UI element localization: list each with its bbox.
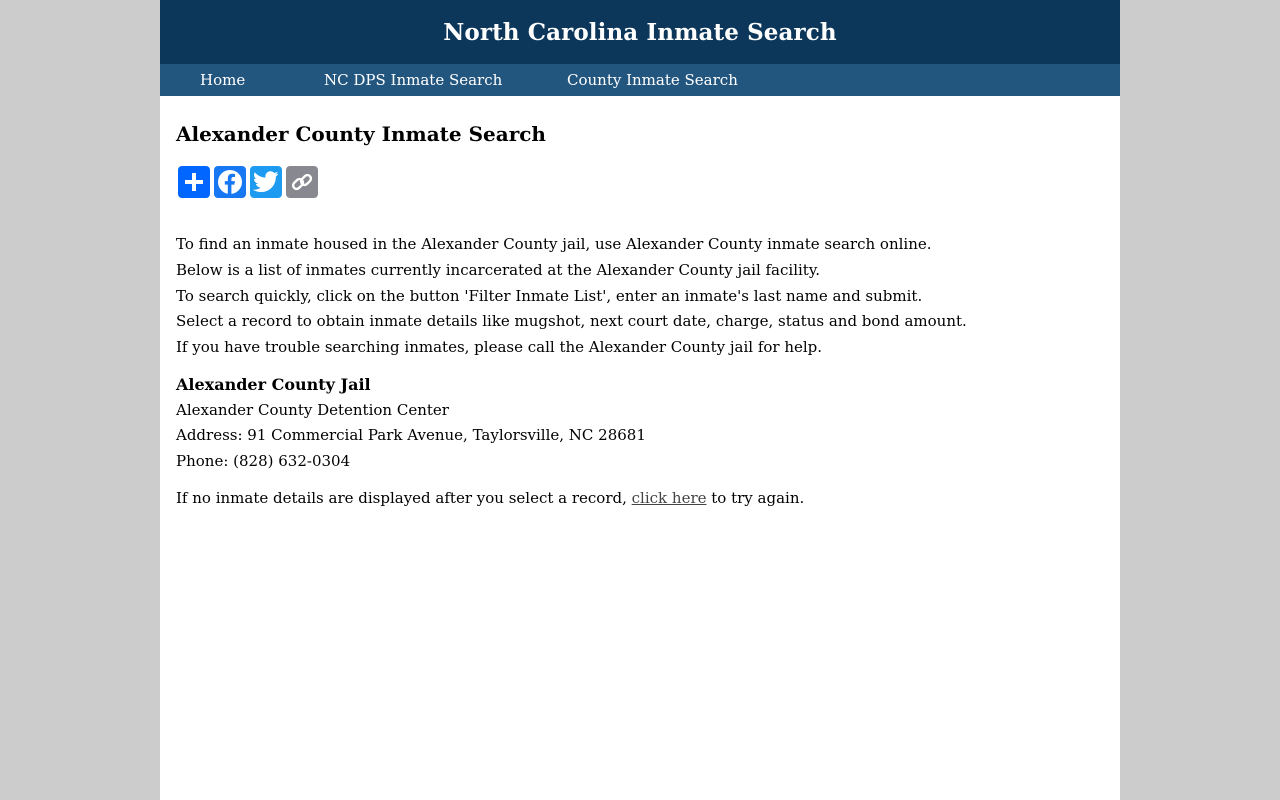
nav-link-nc-dps-inmate-search[interactable]: NC DPS Inmate Search <box>324 71 503 89</box>
nav-link-county-inmate-search[interactable]: County Inmate Search <box>567 71 738 89</box>
copy-link-button[interactable] <box>286 166 318 198</box>
twitter-icon <box>253 171 279 193</box>
intro-text <box>176 232 1104 361</box>
share-buttons <box>176 166 1104 198</box>
site-header <box>160 0 1120 64</box>
jail-info <box>176 372 1104 474</box>
retry-notice <box>176 486 1104 512</box>
retry-text <box>176 486 1104 512</box>
retry-text-after: to try again. <box>706 489 805 508</box>
link-icon <box>290 170 314 194</box>
jail-phone: Phone: (828) 632-0304 <box>176 451 351 470</box>
intro-line: Below is a list of inmates currently incarcerated at the Alexander County jail facility. <box>176 260 821 279</box>
page-container <box>160 0 1120 800</box>
main-nav <box>160 64 1120 96</box>
facebook-share-button[interactable] <box>214 166 246 198</box>
twitter-share-button[interactable] <box>250 166 282 198</box>
plus-share-icon <box>183 171 205 193</box>
retry-text-before: If no inmate details are displayed after you select a record, <box>176 489 632 508</box>
site-title[interactable]: North Carolina Inmate Search <box>443 18 837 46</box>
intro-line: Select a record to obtain inmate details like mugshot, next court date, charge, status and bond amount. <box>176 312 967 331</box>
jail-address: Address: 91 Commercial Park Avenue, Taylorsville, NC 28681 <box>176 426 646 445</box>
intro-line: To search quickly, click on the button 'Filter Inmate List', enter an inmate's last name and submit. <box>176 286 923 305</box>
click-here-link[interactable]: click here <box>631 489 707 508</box>
main-content <box>160 96 1120 512</box>
facebook-icon <box>217 169 243 195</box>
nav-link-home[interactable]: Home <box>200 71 246 89</box>
intro-line: To find an inmate housed in the Alexander County jail, use Alexander County inmate search online. <box>176 235 932 253</box>
share-button[interactable] <box>178 166 210 198</box>
jail-name: Alexander County Jail <box>176 374 371 394</box>
intro-line: If you have trouble searching inmates, please call the Alexander County jail for help. <box>176 338 823 357</box>
page-title: Alexander County Inmate Search <box>176 122 546 146</box>
jail-facility: Alexander County Detention Center <box>176 400 449 419</box>
